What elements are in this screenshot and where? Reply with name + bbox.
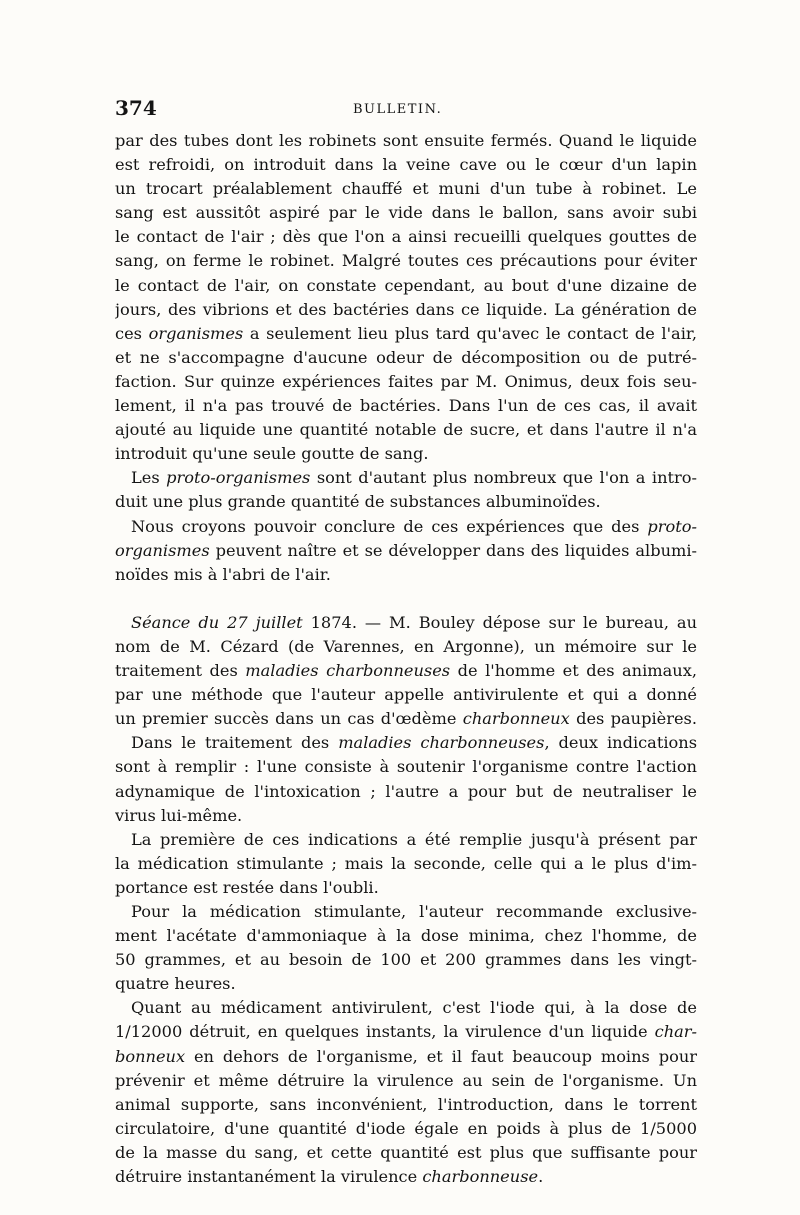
text-line: la médication stimulante ; mais la seconde, celle qui a le plus d'im- [115,853,697,873]
text-line: le contact de l'air ; dès que l'on a ainsi recueilli quelques gouttes de [115,227,697,247]
text-line: duit une plus grande quantité de substances albuminoïdes. [115,492,601,512]
text-line: sang est aussitôt aspiré par le vide dans le ballon, sans avoir subi [115,203,697,223]
text-line: La première de ces indications a été remplie jusqu'à présent par [131,829,697,849]
text-line: sang, on ferme le robinet. Malgré toutes ces précautions pour éviter [115,251,697,271]
text-line: ajouté au liquide une quantité notable de sucre, et dans l'autre il n'a [115,420,697,440]
text-line: 50 grammes, et au besoin de 100 et 200 grammes dans les vingt- [115,950,697,970]
text-line: un trocart préalablement chauffé et muni d'un tube à robinet. Le [115,179,697,199]
text-line: Dans le traitement des maladies charbonneuses, deux indications [131,733,697,753]
text-line: prévenir et même détruire la virulence au sein de l'organisme. Un [115,1070,697,1090]
text-line: sont à remplir : l'une consiste à soutenir l'organisme contre l'action [115,757,697,777]
text-line: de la masse du sang, et cette quantité est plus que suffisante pour [115,1142,697,1162]
text-line: organismes peuvent naître et se développer dans des liquides albumi- [115,540,697,560]
page-number: 374 [115,96,157,120]
text-line: Nous croyons pouvoir conclure de ces expériences que des proto- [131,516,697,536]
blank-line [115,587,697,611]
text-line: traitement des maladies charbonneuses de l'homme et des animaux, [115,661,697,681]
text-line: par une méthode que l'auteur appelle antivirulente et qui a donné [115,685,697,705]
text-line: animal supporte, sans inconvénient, l'introduction, dans le torrent [115,1094,697,1114]
text-line: un premier succès dans un cas d'œdème charbonneux des paupières. [115,709,697,729]
text-line: par des tubes dont les robinets sont ensuite fermés. Quand le liquide [115,131,697,150]
text-line: est refroidi, on introduit dans la veine cave ou le cœur d'un lapin [115,155,697,175]
text-line: virus lui-même. [115,805,243,825]
text-line: faction. Sur quinze expériences faites par M. Onimus, deux fois seu- [115,371,697,391]
text-line: jours, des vibrions et des bactéries dans ce liquide. La génération de [115,299,697,319]
text-line: Quant au médicament antivirulent, c'est l'iode qui, à la dose de [131,998,697,1018]
text-line: le contact de l'air, on constate cependant, au bout d'une dizaine de [115,275,697,295]
text-line: bonneux en dehors de l'organisme, et il faut beaucoup moins pour [115,1046,697,1066]
text-line: noïdes mis à l'abri de l'air. [115,564,331,584]
text-line: nom de M. Cézard (de Varennes, en Argonne), un mémoire sur le [115,636,697,656]
page-header [115,96,695,120]
text-line: ces organismes a seulement lieu plus tard qu'avec le contact de l'air, [115,323,697,343]
text-line: et ne s'accompagne d'aucune odeur de décomposition ou de putré- [115,347,697,367]
text-line: Séance du 27 juillet 1874. — M. Bouley dépose sur le bureau, au [131,612,697,632]
text-line: 1/12000 détruit, en quelques instants, la virulence d'un liquide char- [115,1022,697,1042]
text-line: introduit qu'une seule goutte de sang. [115,444,429,464]
text-line: Les proto-organismes sont d'autant plus nombreux que l'on a intro- [131,468,697,488]
running-title: BULLETIN. [353,102,443,117]
text-line: quatre heures. [115,974,236,994]
text-line: adynamique de l'intoxication ; l'autre a pour but de neutraliser le [115,781,697,801]
body-text [115,129,697,1189]
text-line: circulatoire, d'une quantité d'iode égale en poids à plus de 1/5000 [115,1118,697,1138]
text-line: lement, il n'a pas trouvé de bactéries. Dans l'un de ces cas, il avait [115,396,697,416]
text-line: Pour la médication stimulante, l'auteur recommande exclusive- [131,902,697,921]
text-line: portance est restée dans l'oubli. [115,877,379,897]
text-line: détruire instantanément la virulence charbonneuse. [115,1167,544,1187]
text-line: ment l'acétate d'ammoniaque à la dose minima, chez l'homme, de [115,926,697,946]
